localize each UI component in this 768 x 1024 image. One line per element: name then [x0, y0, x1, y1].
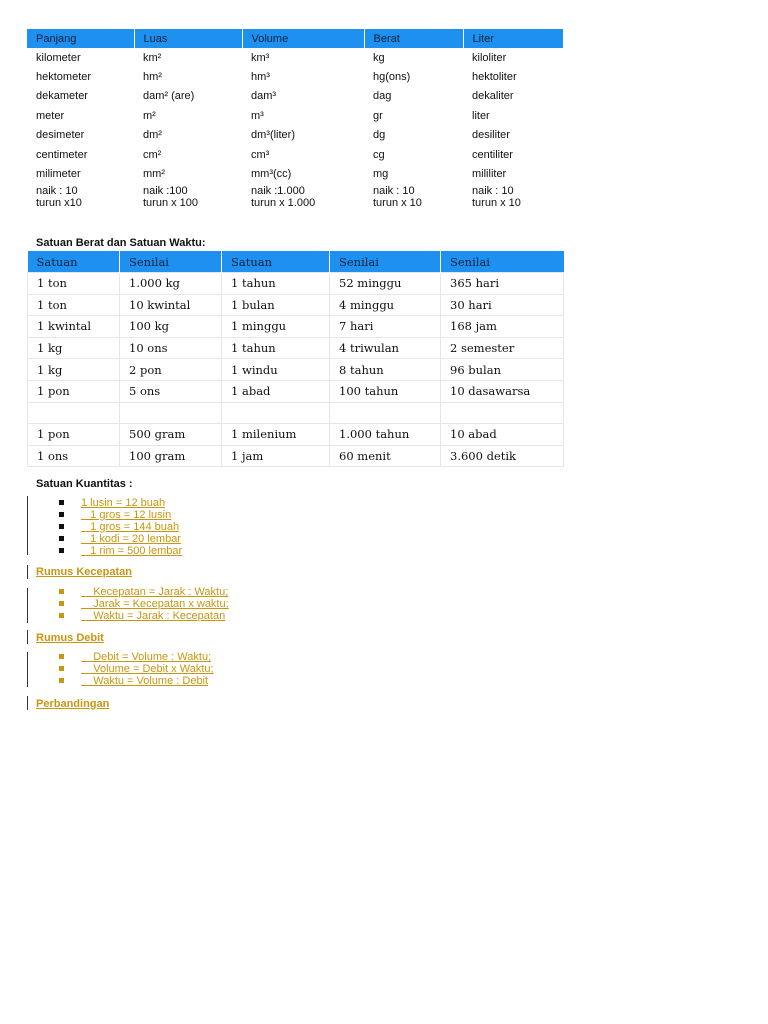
table-row: [28, 445, 564, 467]
header-satuan: Satuan: [28, 251, 120, 273]
table-cell: 5 ons: [120, 380, 222, 402]
header-berat: Berat: [364, 29, 463, 48]
table-cell: 365 hari: [441, 273, 564, 295]
table-cell: 1 abad: [222, 380, 330, 402]
bullet-icon: [59, 500, 64, 505]
table-cell: hm²: [143, 71, 162, 84]
table-cell: km²: [143, 51, 162, 64]
header-panjang: Panjang: [27, 29, 134, 48]
units-table: [27, 29, 563, 215]
table-cell: cm²: [143, 148, 162, 161]
list-item-link[interactable]: Waktu = Jarak : Kecepatan: [81, 610, 226, 622]
list-item[interactable]: [59, 521, 182, 533]
bullet-icon: [59, 589, 64, 594]
table-cell: 1 ons: [28, 445, 120, 467]
list-item-link[interactable]: Debit = Volume : Waktu;: [81, 651, 212, 663]
kuantitas-list: [59, 497, 182, 557]
bullet-icon: [59, 654, 64, 659]
table-cell: mg: [373, 168, 389, 181]
table-cell: milimeter: [36, 168, 81, 181]
table-cell: naik :1.000 turun x 1.000: [251, 184, 316, 209]
kecepatan-list: [59, 586, 229, 622]
table-cell: 8 tahun: [330, 359, 441, 381]
quote-bar: [27, 630, 28, 644]
table-cell: 4 triwulan: [330, 337, 441, 359]
quote-bar: [27, 565, 28, 579]
table-row: [27, 67, 563, 86]
table-cell: 1.000 tahun: [330, 424, 441, 446]
table-cell: dag: [373, 90, 392, 103]
list-item-link[interactable]: 1 lusin = 12 buah: [81, 497, 166, 509]
table-row: [27, 164, 563, 183]
table-row: [28, 359, 564, 381]
table-cell: dam³: [251, 90, 277, 103]
table-cell: cg: [373, 148, 385, 161]
table-cell: 1.000 kg: [120, 273, 222, 295]
list-item-link[interactable]: 1 kodi = 20 lembar: [81, 533, 181, 545]
table-cell: 2 semester: [441, 337, 564, 359]
table-cell: 1 ton: [28, 294, 120, 316]
table-cell: kg: [373, 51, 385, 64]
header-liter: Liter: [463, 29, 563, 48]
table-row: [28, 294, 564, 316]
table-row: [27, 184, 563, 215]
table-cell: 1 kg: [28, 359, 120, 381]
table-row: [27, 145, 563, 164]
table-cell: naik : 10 turun x 10: [472, 184, 521, 209]
list-item-link[interactable]: Jarak = Kecepatan x waktu;: [81, 598, 229, 610]
table-cell: 7 hari: [330, 316, 441, 338]
table-cell: 30 hari: [441, 294, 564, 316]
table-row: [27, 126, 563, 145]
table-row: [27, 48, 563, 67]
table-cell: mm³(cc): [251, 168, 292, 181]
table-row: [28, 337, 564, 359]
table-cell: dm³(liter): [251, 129, 295, 142]
table-cell: dekaliter: [472, 90, 514, 103]
header-senilai: Senilai: [120, 251, 222, 273]
weight-time-table: [27, 251, 564, 467]
table-cell: 96 bulan: [441, 359, 564, 381]
bullet-icon: [59, 601, 64, 606]
list-item-link[interactable]: 1 gros = 144 buah: [81, 521, 180, 533]
bullet-icon: [59, 524, 64, 529]
table-cell: 500 gram: [120, 424, 222, 446]
list-item[interactable]: [59, 675, 214, 687]
table-cell: 1 minggu: [222, 316, 330, 338]
bullet-icon: [59, 666, 64, 671]
section-title-kuantitas: Satuan Kuantitas :: [36, 478, 133, 490]
table-cell: 100 kg: [120, 316, 222, 338]
quote-bar: [27, 588, 28, 623]
table-cell: 100 gram: [120, 445, 222, 467]
table-cell: desiliter: [472, 129, 510, 142]
header-senilai: Senilai: [441, 251, 564, 273]
table-cell: 1 ton: [28, 273, 120, 295]
table-row: [27, 106, 563, 125]
table-cell: gr: [373, 109, 383, 122]
table-cell: centimeter: [36, 148, 88, 161]
list-item[interactable]: [59, 545, 182, 557]
table-cell: liter: [472, 109, 490, 122]
list-item-link[interactable]: 1 rim = 500 lembar: [81, 545, 183, 557]
table-cell: naik : 10 turun x10: [36, 184, 82, 209]
section-title-berat-waktu: Satuan Berat dan Satuan Waktu:: [36, 237, 206, 249]
table-cell: [441, 402, 564, 424]
table-cell: dg: [373, 129, 386, 142]
debit-list: [59, 651, 214, 687]
list-item[interactable]: [59, 497, 182, 509]
table-cell: 10 abad: [441, 424, 564, 446]
table-cell: 60 menit: [330, 445, 441, 467]
table-cell: 52 minggu: [330, 273, 441, 295]
table-cell: [28, 402, 120, 424]
header-senilai: Senilai: [330, 251, 441, 273]
rumus-kecepatan-link[interactable]: Rumus Kecepatan: [36, 566, 132, 578]
bullet-icon: [59, 613, 64, 618]
table-cell: 1 bulan: [222, 294, 330, 316]
perbandingan-link[interactable]: Perbandingan: [36, 698, 110, 710]
table-cell: [222, 402, 330, 424]
table-cell: m³: [251, 109, 264, 122]
table-cell: 168 jam: [441, 316, 564, 338]
list-item[interactable]: [59, 533, 182, 545]
table-cell: 10 dasawarsa: [441, 380, 564, 402]
quote-bar: [27, 652, 28, 687]
table-cell: 1 pon: [28, 424, 120, 446]
table-cell: 1 milenium: [222, 424, 330, 446]
list-item-link[interactable]: Waktu = Volume : Debit: [81, 675, 209, 687]
list-item[interactable]: [59, 586, 229, 598]
table-cell: 10 ons: [120, 337, 222, 359]
table-cell: 100 tahun: [330, 380, 441, 402]
table-cell: dam² (are): [143, 90, 195, 103]
header-volume: Volume: [242, 29, 364, 48]
bullet-icon: [59, 678, 64, 683]
table-cell: 1 windu: [222, 359, 330, 381]
table-cell: 1 tahun: [222, 337, 330, 359]
table-cell: 2 pon: [120, 359, 222, 381]
table-cell: dekameter: [36, 90, 88, 103]
list-item[interactable]: [59, 509, 182, 521]
table-cell: naik :100 turun x 100: [143, 184, 199, 209]
bullet-icon: [59, 512, 64, 517]
list-item-link[interactable]: 1 gros = 12 lusin: [81, 509, 172, 521]
header-satuan: Satuan: [222, 251, 330, 273]
table-cell: meter: [36, 109, 65, 122]
header-luas: Luas: [134, 29, 242, 48]
table-row: [28, 316, 564, 338]
table-row: [27, 87, 563, 106]
weight-time-table-header: [28, 251, 564, 273]
table-cell: 4 minggu: [330, 294, 441, 316]
table-cell: 10 kwintal: [120, 294, 222, 316]
table-cell: hm³: [251, 71, 270, 84]
bullet-icon: [59, 548, 64, 553]
bullet-icon: [59, 536, 64, 541]
table-row: [28, 424, 564, 446]
table-cell: 1 kwintal: [28, 316, 120, 338]
table-cell: naik : 10 turun x 10: [373, 184, 422, 209]
table-cell: km³: [251, 51, 270, 64]
table-cell: dm²: [143, 129, 162, 142]
list-item-link[interactable]: Kecepatan = Jarak : Waktu;: [81, 586, 229, 598]
quote-bar: [27, 496, 28, 555]
units-table-header: [27, 29, 563, 48]
table-cell: [120, 402, 222, 424]
rumus-debit-link[interactable]: Rumus Debit: [36, 632, 104, 644]
list-item[interactable]: [59, 610, 229, 622]
table-cell: cm³: [251, 148, 270, 161]
table-cell: centiliter: [472, 148, 513, 161]
table-cell: m²: [143, 109, 156, 122]
table-row-empty: [28, 402, 564, 424]
quote-bar: [27, 696, 28, 710]
table-cell: mililiter: [472, 168, 507, 181]
table-cell: 3.600 detik: [441, 445, 564, 467]
table-cell: hg(ons): [373, 71, 411, 84]
list-item[interactable]: [59, 651, 214, 663]
table-cell: kilometer: [36, 51, 81, 64]
table-cell: kiloliter: [472, 51, 507, 64]
table-cell: 1 tahun: [222, 273, 330, 295]
list-item[interactable]: [59, 598, 229, 610]
table-row: [28, 273, 564, 295]
table-cell: desimeter: [36, 129, 85, 142]
table-cell: hektometer: [36, 71, 92, 84]
table-cell: hektoliter: [472, 71, 517, 84]
table-cell: 1 pon: [28, 380, 120, 402]
list-item-link[interactable]: Volume = Debit x Waktu;: [81, 663, 214, 675]
table-cell: 1 jam: [222, 445, 330, 467]
table-cell: mm²: [143, 168, 165, 181]
list-item[interactable]: [59, 663, 214, 675]
table-cell: 1 kg: [28, 337, 120, 359]
table-cell: [330, 402, 441, 424]
table-row: [28, 380, 564, 402]
